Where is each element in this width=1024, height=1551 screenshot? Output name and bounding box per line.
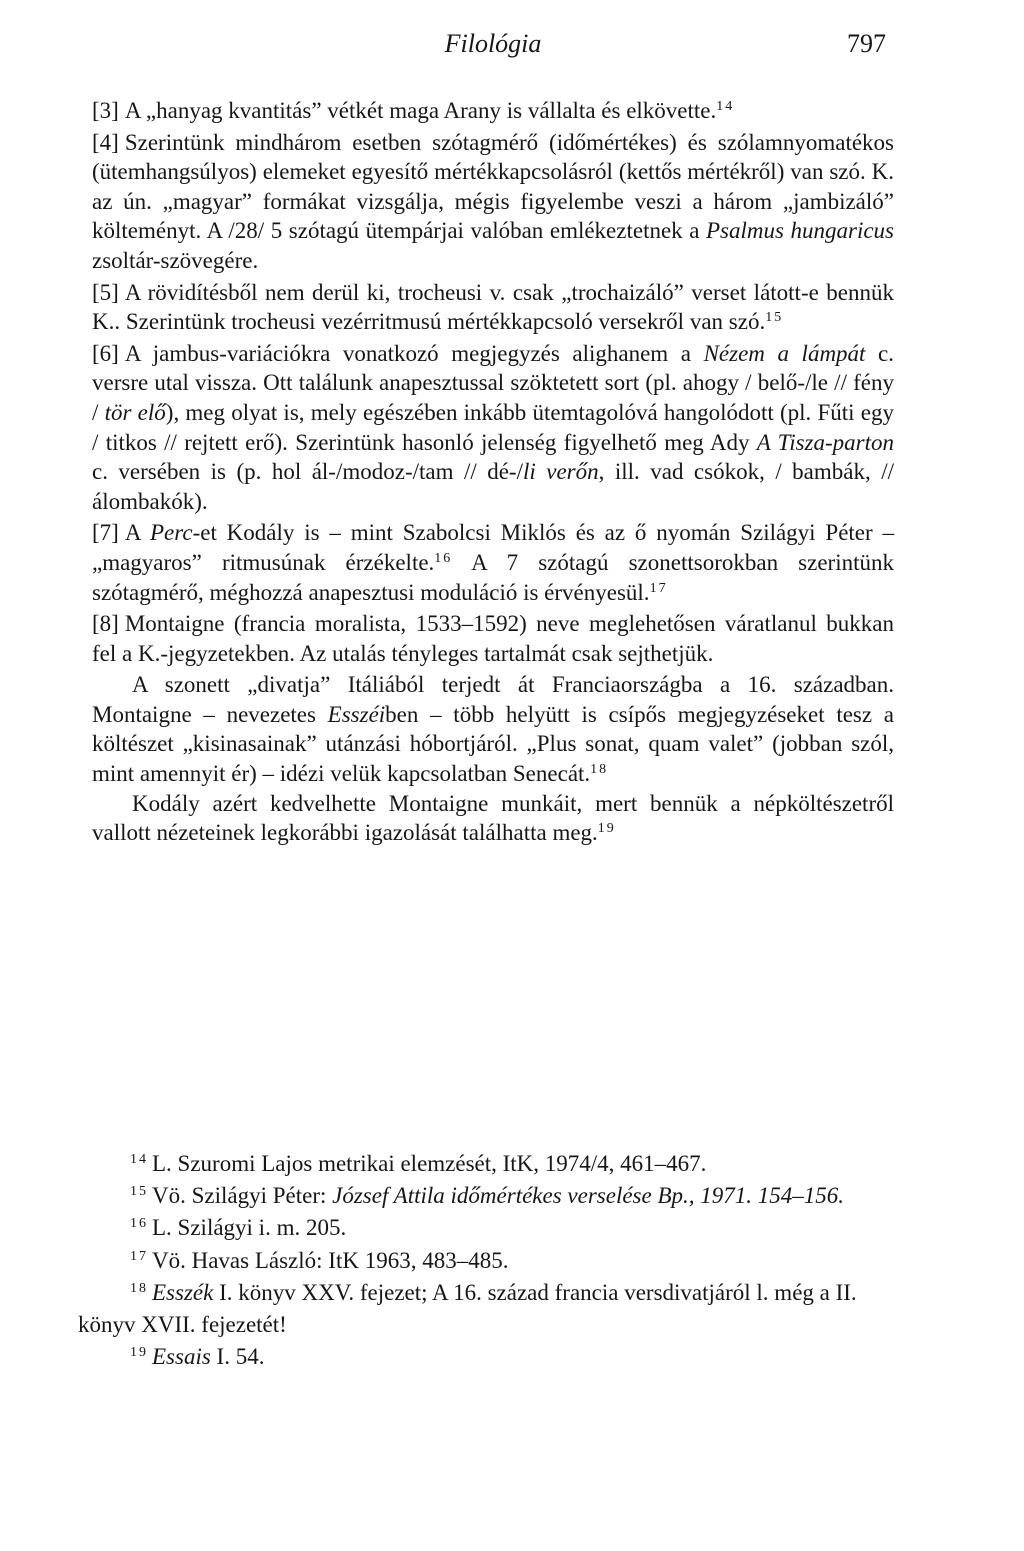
footnote-16 [78,1212,898,1244]
footnote-text: Vö. Havas László: ItK 1963, 483–485. [152,1247,509,1273]
note-8 [92,609,894,668]
note-6 [92,339,894,517]
footnote-ref: 19 [597,821,616,837]
note-italic-title: A Tisza-parton [756,429,894,455]
note-italic-title: Perc [150,520,193,546]
note-italic-text: tör elő [104,399,166,425]
footnote-19 [78,1341,898,1373]
footnote-number: 17 [130,1248,148,1264]
note-text: zsoltár-szövegére. [92,247,259,273]
note-number: [3] [92,98,119,123]
paragraph-text: ben – több helyütt is csípős megjegyzéseket tesz a költészet „kisinasainak” utánzási hóbortjáról. „Plus sonat, quam valet” (jobban szól, mint amennyit ér) – idézi velük kapcsolatban Senecát. [92,701,894,787]
paragraph-sonnet [92,670,894,788]
note-text: A rövidítésből nem derül ki, trocheusi v. csak „trochaizáló” verset látott-e bennük K.. Szerintünk trocheusi vezérritmusú mértékkapcsoló versekről van szó. [92,279,894,335]
page-header [92,24,894,68]
note-number: [8] [92,611,119,637]
note-number: [6] [92,340,119,366]
note-text: c. versében is (p. hol ál-/modoz-/tam // dé-/ [92,459,523,485]
note-text: A „hanyag kvantitás” vétkét maga Arany is vállalta és elkövette. [124,98,717,123]
paragraph-kodaly [92,789,894,848]
footnote-14 [78,1148,898,1180]
note-text: ), meg olyat is, mely egészében inkább ütemtagolóvá hangolódott (pl. Fűti egy / titkos // rejtett erő). Szerintünk hasonló jelenség figyelhető meg Ady [92,399,894,455]
note-text: Montaigne (francia moralista, 1533–1592) neve meglehetősen váratlanul bukkan fel a K.-jegyzetekben. Az utalás tényleges tartalmát csak sejthetjük. [92,611,894,666]
footnote-text: I. 54. [210,1344,265,1370]
footnote-number: 19 [130,1345,148,1361]
footnote-ref: 16 [434,550,453,566]
note-italic-title: Nézem a lámpát [703,340,866,366]
note-italic-title: Psalmus hungaricus [706,218,895,244]
note-number: [5] [92,279,119,305]
footnotes [78,1148,898,1373]
footnote-ref: 18 [590,762,609,778]
note-italic-text: li verőn [523,459,599,485]
footnote-text: L. Szilágyi i. m. 205. [152,1215,347,1241]
note-text: c. versre utal vissza. Ott találunk anapesztussal szöktetett sort (pl. ahogy / belő-/le // fény / [92,340,894,425]
footnote-18 [78,1277,898,1341]
note-text: A jambus-variációkra vonatkozó megjegyzés alighanem a [124,340,704,366]
note-number: [4] [92,129,119,155]
note-3 [92,96,894,126]
footnote-ref: 15 [765,310,784,326]
main-text [92,96,894,848]
footnote-ref: 14 [716,99,735,114]
footnote-italic-title: Esszék [152,1279,214,1305]
footnote-17 [78,1245,898,1277]
note-number: [7] [92,520,119,546]
note-text: , ill. vad csókok, / bambák, // álombakók). [92,459,894,514]
running-title: Filológia [444,29,542,58]
page-number: 797 [847,29,886,58]
footnote-italic-title: József Attila időmértékes verselése Bp., 1971. 154–156. [332,1183,845,1209]
footnote-ref: 17 [649,580,668,596]
footnote-15 [78,1180,898,1212]
footnote-text: I. könyv XXV. fejezet; A 16. század francia versdivatjáról l. még a II. könyv XVII. fejezetét! [78,1279,857,1338]
note-5 [92,278,894,337]
note-text: A [124,520,150,546]
note-text: -et Kodály is – mint Szabolcsi Miklós és az ő nyomán Szilágyi Péter – „magyaros” ritmusúnak érzékelte. [92,520,894,575]
paragraph-italic-title: Esszéi [327,701,386,727]
note-7 [92,518,894,607]
paragraph-text: A szonett „divatja” Itáliából terjedt át Franciaországba a 16. században. Montaigne – nevezetes [92,672,894,727]
footnote-number: 14 [130,1152,148,1167]
note-text: Szerintünk mindhárom esetben szótagmérő (időmértékes) és szólamnyomatékos (ütemhangsúlyos) elemeket egyesítő mértékkapcsolásról (kettős mértékről) van szó. K. az ún. „magyar” formákat vizsgálja, mégis figyelembe veszi a három „jambizáló” költeményt. A /28/ 5 szótagú ütempárjai valóban emlékeztetnek a [92,129,894,244]
paragraph-text: Kodály azért kedvelhette Montaigne munkáit, mert bennük a népköltészetről vallott nézeteinek legkorábbi igazolását találhatta meg. [92,790,894,846]
footnote-text: Vö. Szilágyi Péter: [152,1183,333,1209]
footnote-number: 18 [130,1280,148,1296]
footnote-text: L. Szuromi Lajos metrikai elemzését, ItK, 1974/4, 461–467. [152,1151,707,1176]
footnote-italic-title: Essais [152,1344,211,1370]
footnote-number: 16 [130,1216,148,1232]
footnote-number: 15 [130,1184,148,1200]
note-4 [92,128,894,276]
note-text: A 7 szótagú szonettsorokban szerintünk szótagmérő, méghozzá anapesztusi moduláció is érvényesül. [92,549,894,605]
